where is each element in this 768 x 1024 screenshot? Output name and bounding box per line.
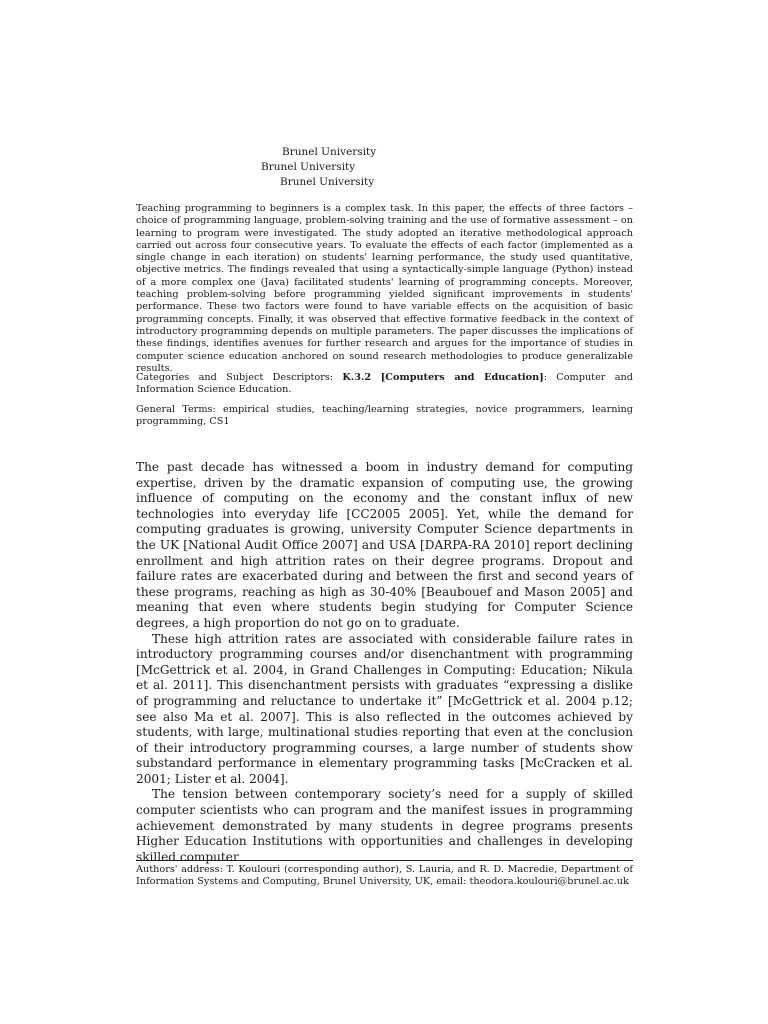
categories-prefix: Categories and Subject Descriptors: [136,372,343,383]
categories-code: K.3.2 [Computers and Education] [342,372,544,383]
body-paragraph-2: These high attrition rates are associated with considerable failure rates in introductory programming courses and/or disenchantment with programming [McGettrick et al. 2004, in Grand Challenges in Computing: Education; Nikula et al. 2011]. This disenchantment persists with graduates “expressing a dislike of programming and reluctance to undertake it” [McGettrick et al. 2004 p.12; see also Ma et al. 2007]. This is also reflected in the outcomes achieved by students, with large, multinational studies reporting that even at the conclusion of their introductory programming courses, a large number of students show substandard performance in elementary programming tasks [McCracken et al. 2001; Lister et al. 2004]. [136,631,633,786]
body-paragraph-1: The past decade has witnessed a boom in industry demand for computing expertise, driven by the dramatic expansion of computing use, the growing influence of computing on the economy and the constant influx of new technologies into everyday life [CC2005 2005]. Yet, while the demand for computing graduates is growing, university Computer Science departments in the UK [National Audit Office 2007] and USA [DARPA-RA 2010] report declining enrollment and high attrition rates on their degree programs. Dropout and failure rates are exacerbated during and between the first and second years of these programs, reaching as high as 30-40% [Beaubouef and Mason 2005] and meaning that even where students begin studying for Computer Science degrees, a high proportion do not go on to graduate. [136,460,633,630]
footnote-divider [136,860,633,861]
general-terms: General Terms: empirical studies, teaching/learning strategies, novice programmers, learning programming, CS1 [136,404,633,428]
author-affiliation-3: Brunel University [280,176,375,188]
authors-address-footnote: Authors' address: T. Koulouri (corresponding author), S. Lauria, and R. D. Macredie, Department of Information Systems and Computing, Brunel University, UK, email: theodora.koulouri@brunel.ac.uk [136,864,633,888]
body-text [136,460,633,865]
abstract: Teaching programming to beginners is a complex task. In this paper, the effects of three factors – choice of programming language, problem-solving training and the use of formative assessment – on learning to program were investigated. The study adopted an iterative methodological approach carried out across four consecutive years. To evaluate the effects of each factor (implemented as a single change in each iteration) on students' learning performance, the study used quantitative, objective metrics. The findings revealed that using a syntactically-simple language (Python) instead of a more complex one (Java) facilitated students' learning of programming concepts. Moreover, teaching problem-solving before programming yielded significant improvements in students' performance. These two factors were found to have variable effects on the acquisition of basic programming concepts. Finally, it was observed that effective formative feedback in the context of introductory programming depends on multiple parameters. The paper discusses the implications of these findings, identifies avenues for further research and argues for the importance of studies in computer science education anchored on sound research methodologies to produce generalizable results. [136,203,633,374]
body-paragraph-3: The tension between contemporary society’s need for a supply of skilled computer scientists who can program and the manifest issues in programming achievement demonstrated by many students in degree programs presents Higher Education Institutions with opportunities and challenges in developing skilled computer [136,787,633,864]
author-affiliation-2: Brunel University [261,161,356,173]
categories-descriptors [136,372,633,397]
author-affiliation-1: Brunel University [282,146,377,158]
categories-suffix: : Computer and Information Science Education. [136,372,633,396]
